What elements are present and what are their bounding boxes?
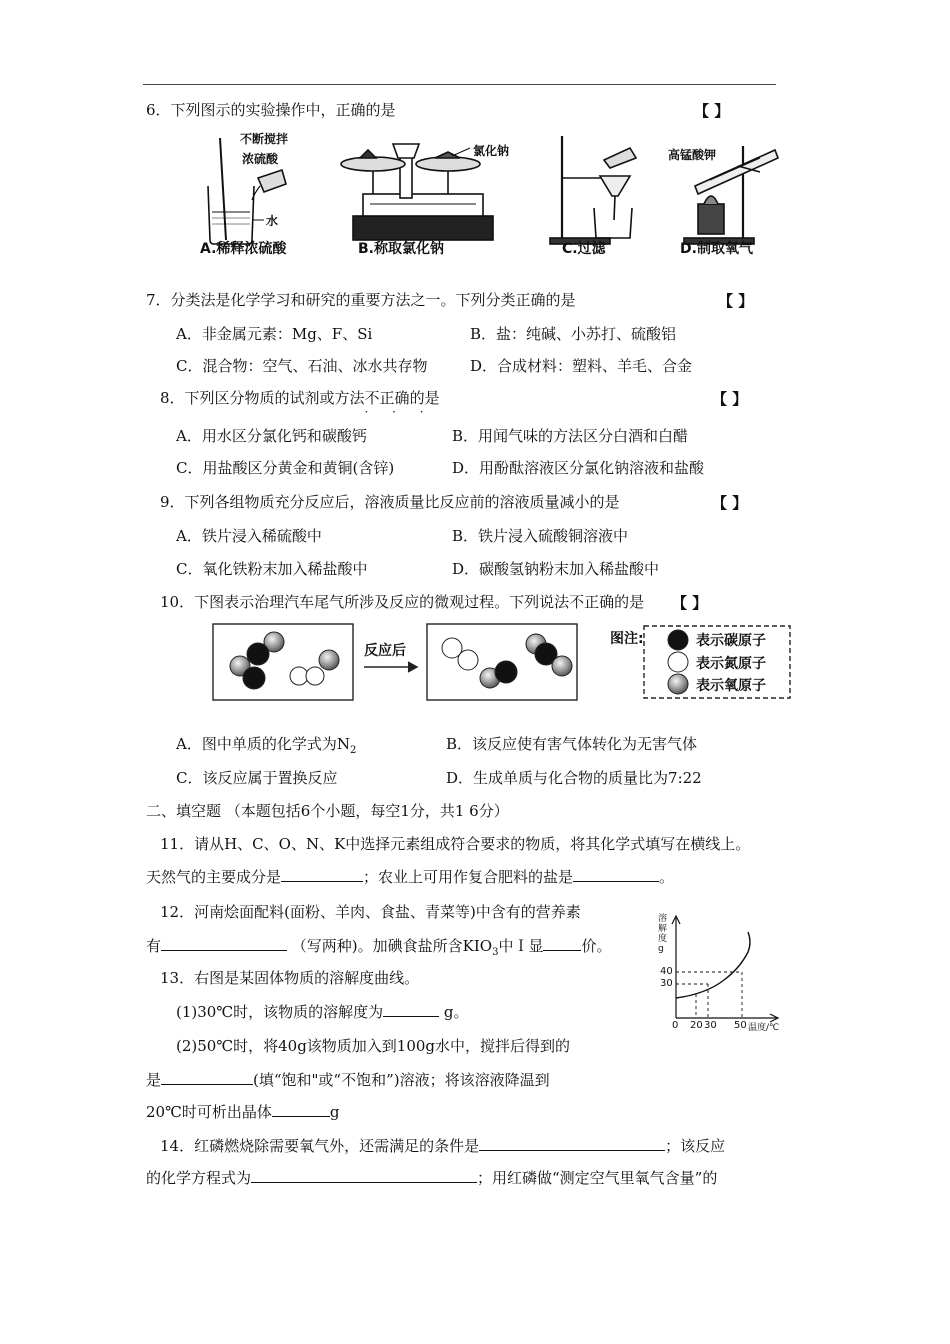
q9-option-b: B．铁片浸入硫酸铜溶液中 <box>452 527 629 545</box>
graph-ylabel: 溶 解 度 g <box>658 914 668 954</box>
balance-icon <box>341 144 493 240</box>
q13-part-2-line-3: 20℃时可析出晶体 g <box>146 1103 340 1121</box>
q6-caption-b: B.称取氯化钠 <box>358 241 444 257</box>
q14-blank-1[interactable] <box>479 1136 665 1151</box>
q8-stem-pre: 8．下列区分物质的试剂或方法 <box>160 389 365 407</box>
q10-option-c: C．该反应属于置换反应 <box>176 769 338 787</box>
q9-answer-bracket: 【 】 <box>712 494 748 512</box>
q8-option-b: B．用闻气味的方法区分白酒和白醋 <box>452 427 689 445</box>
q11-line-2: 天然气的主要成分是 ；农业上可用作复合肥料的盐是 。 <box>146 868 675 886</box>
q10-legend-nitrogen: 表示氮原子 <box>696 656 766 672</box>
q14-blank-2[interactable] <box>251 1168 477 1183</box>
q6-label-nacl: 氯化钠 <box>473 144 510 158</box>
q13-blank-2[interactable] <box>161 1070 253 1085</box>
q8-option-d: D．用酚酞溶液区分氯化钠溶液和盐酸 <box>452 459 705 477</box>
q8-stem-emphasis: 不正确 · · · <box>364 389 434 419</box>
q9-option-c: C．氧化铁粉末加入稀盐酸中 <box>176 560 368 578</box>
q10-option-b: B．该反应使有害气体转化为无害气体 <box>446 735 698 753</box>
graph-xlabel: 温度/℃ <box>748 1023 780 1033</box>
graph-xtick-20: 20 <box>690 1020 703 1031</box>
q6-label-stir: 不断搅拌 <box>240 132 289 146</box>
q6-label-water: 水 <box>266 214 279 228</box>
reaction-arrow <box>364 662 417 672</box>
q8-stem <box>160 388 440 419</box>
graph-xtick-50: 50 <box>734 1020 747 1031</box>
q13-part-1: (1)30℃时，该物质的溶解度为 g。 <box>176 1003 469 1021</box>
q10-option-d: D．生成单质与化合物的质量比为7:22 <box>446 769 702 787</box>
q13-part-2-line-1: (2)50℃时，将40g该物质加入到100g水中，搅拌后得到的 <box>176 1037 571 1055</box>
nitrogen-atom-icon <box>668 652 688 672</box>
q11-line-1: 11．请从H、C、O、N、K中选择元素组成符合要求的物质，将其化学式填写在横线上。 <box>160 835 751 853</box>
q8-stem-post: 的是 <box>409 389 440 407</box>
solubility-curve-graph <box>656 912 786 1036</box>
q7-option-d: D．合成材料：塑料、羊毛、合金 <box>470 357 693 375</box>
solubility-curve-svg <box>656 912 786 1036</box>
q14-line-2: 的化学方程式为 ；用红磷做“测定空气里氧气含量”的 <box>146 1169 718 1187</box>
q7-stem: 7．分类法是化学学习和研究的重要方法之一。下列分类正确的是 <box>146 291 576 309</box>
q10-reaction-diagram <box>212 620 792 706</box>
q7-option-a: A．非金属元素：Mg、F、Si <box>176 325 373 343</box>
q13-blank-3[interactable] <box>272 1102 330 1117</box>
q10-arrow-label: 反应后 <box>364 643 406 659</box>
oxygen-atom-icon <box>668 674 688 694</box>
q10-option-a: A．图中单质的化学式为$N_2$ <box>176 735 357 756</box>
solubility-curve <box>676 932 750 998</box>
q14-line-1: 14．红磷燃烧除需要氧气外，还需满足的条件是 ；该反应 <box>160 1137 726 1155</box>
q10-legend-carbon: 表示碳原子 <box>696 633 766 649</box>
q10-stem: 10．下图表示治理汽车尾气所涉及反应的微观过程。下列说法不正确的是 <box>160 593 645 611</box>
q12-blank-2[interactable] <box>543 936 581 951</box>
q11-blank-1[interactable] <box>281 867 363 882</box>
graph-ytick-40: 40 <box>660 966 673 977</box>
q8-option-c: C．用盐酸区分黄金和黄铜(含锌) <box>176 459 395 477</box>
q12-line-1: 12．河南烩面配料(面粉、羊肉、食盐、青菜等)中含有的营养素 <box>160 903 581 921</box>
q10-legend-title: 图注: <box>610 631 644 647</box>
section-2-heading: 二、填空题 （本题包括6个小题，每空1分，共1 6分） <box>146 802 509 820</box>
q13-stem: 13．右图是某固体物质的溶解度曲线。 <box>160 969 420 987</box>
q9-option-d: D．碳酸氢钠粉末加入稀盐酸中 <box>452 560 660 578</box>
q6-caption-a: A.稀释浓硫酸 <box>200 241 287 257</box>
q6-figure <box>190 128 790 268</box>
q6-caption-d: D.制取氧气 <box>680 241 753 257</box>
q13-part-2-line-2: 是 (填“饱和"或“不饱和”)溶液；将该溶液降温到 <box>146 1071 550 1089</box>
q11-blank-2[interactable] <box>573 867 659 882</box>
q8-option-a: A．用水区分氯化钙和碳酸钙 <box>176 427 367 445</box>
graph-xtick-30: 30 <box>704 1020 717 1031</box>
q7-option-b: B．盐：纯碱、小苏打、硫酸铝 <box>470 325 677 343</box>
q13-blank-1[interactable] <box>383 1002 439 1017</box>
q12-line-2: 有 （写两种)。加碘食盐所含$KIO_3$中Ｉ显 价。 <box>146 937 612 958</box>
q6-label-acid: 浓硫酸 <box>242 152 279 166</box>
q12-blank-1[interactable] <box>161 936 287 951</box>
q6-label-kmno4: 高锰酸钾 <box>668 148 717 162</box>
q7-answer-bracket: 【 】 <box>718 292 754 310</box>
q10-legend-oxygen: 表示氧原子 <box>696 678 766 694</box>
q7-option-c: C．混合物：空气、石油、冰水共存物 <box>176 357 428 375</box>
q6-caption-c: C.过滤 <box>562 241 606 257</box>
filtration-icon <box>550 136 636 244</box>
q9-stem: 9．下列各组物质充分反应后，溶液质量比反应前的溶液质量减小的是 <box>160 493 620 511</box>
q6-answer-bracket: 【 】 <box>694 102 730 120</box>
graph-xtick-0: 0 <box>672 1020 679 1031</box>
q8-answer-bracket: 【 】 <box>712 390 748 408</box>
graph-ytick-30: 30 <box>660 978 673 989</box>
q6-stem: 6．下列图示的实验操作中，正确的是 <box>146 101 396 119</box>
header-rule <box>143 84 776 85</box>
q10-answer-bracket: 【 】 <box>672 594 708 612</box>
q9-option-a: A．铁片浸入稀硫酸中 <box>176 527 322 545</box>
carbon-atom-icon <box>668 630 688 650</box>
